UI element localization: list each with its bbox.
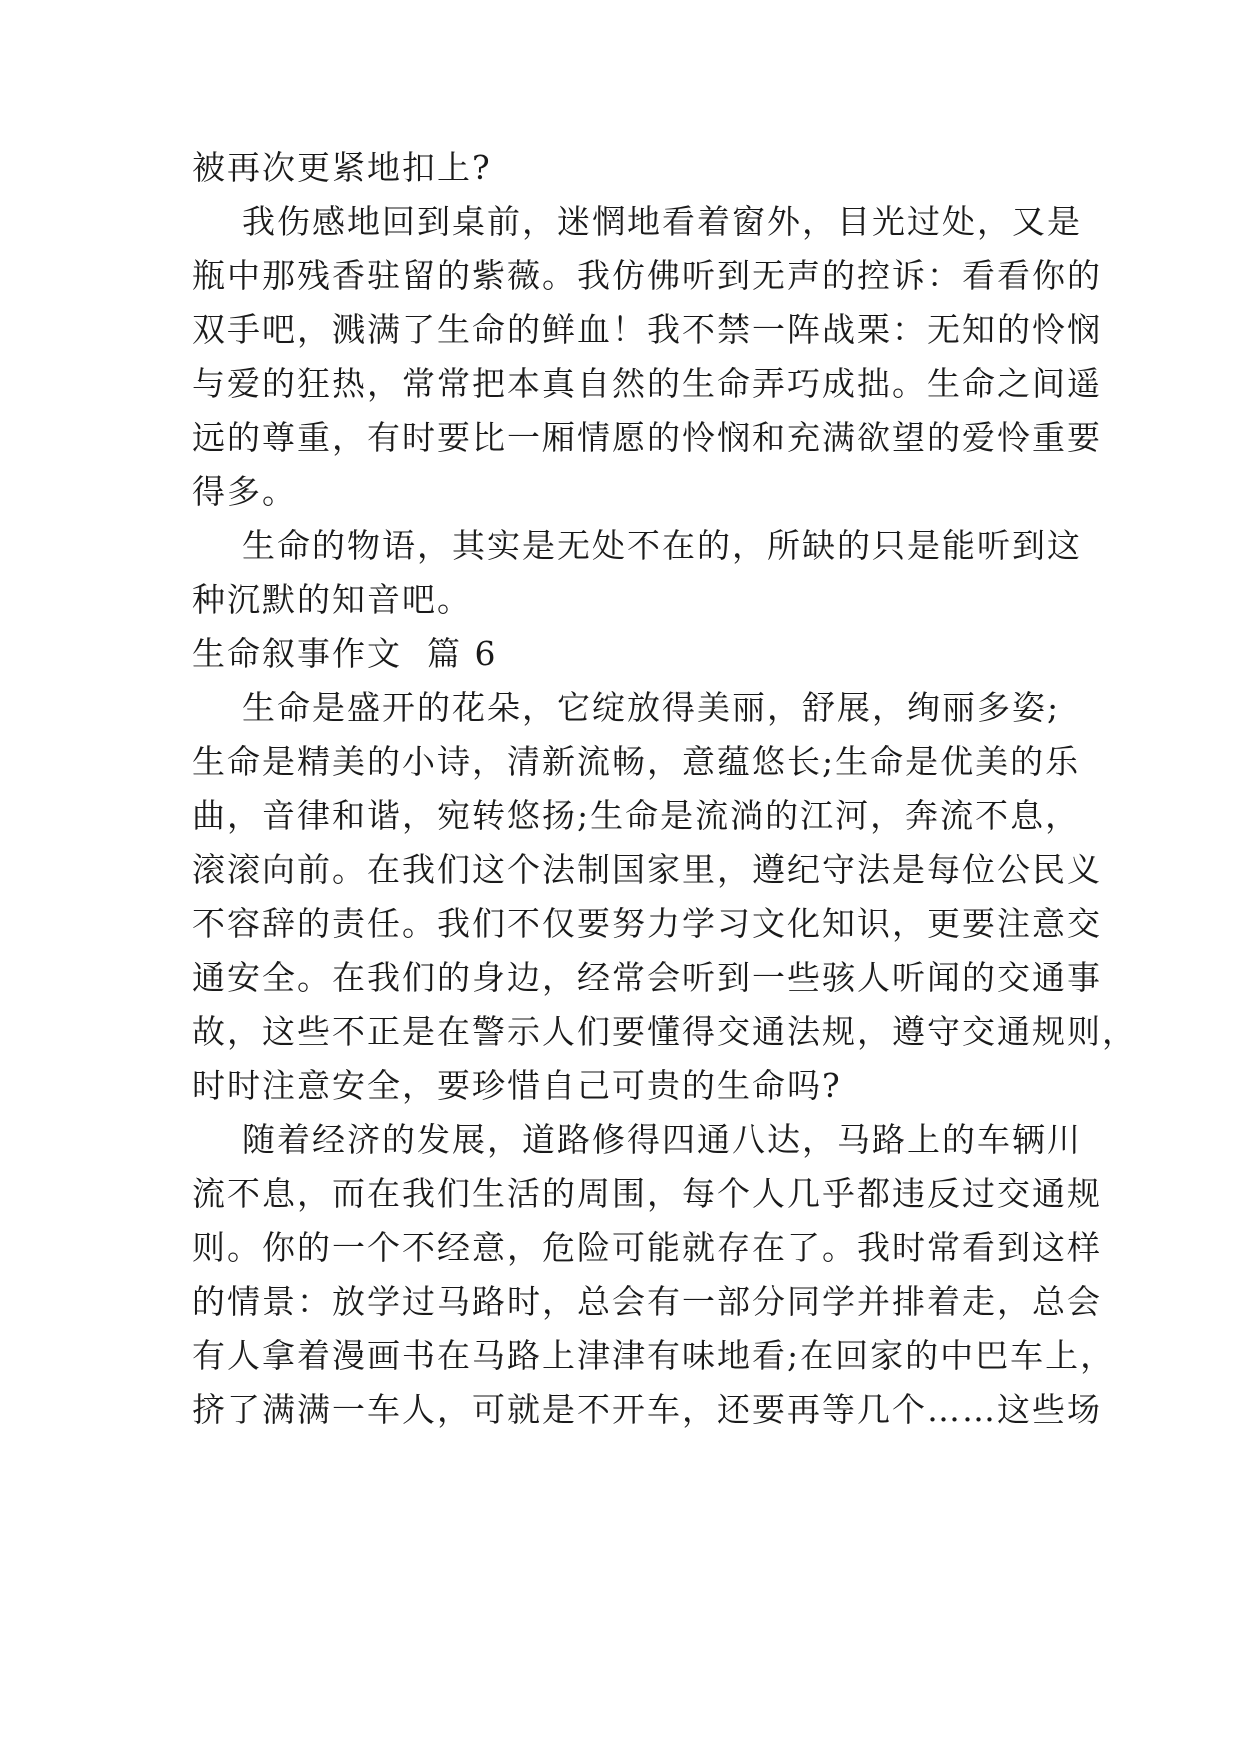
text-line: 与爱的狂热，常常把本真自然的生命弄巧成拙。生命之间遥: [192, 364, 1102, 403]
text-line: 时时注意安全，要珍惜自己可贵的生命吗?: [192, 1066, 842, 1105]
text-line: 故，这些不正是在警示人们要懂得交通法规，遵守交通规则，: [192, 1012, 1137, 1051]
text-line: 不容辞的责任。我们不仅要努力学习文化知识，更要注意交: [192, 904, 1102, 943]
text-line: 通安全。在我们的身边，经常会听到一些骇人听闻的交通事: [192, 958, 1102, 997]
text-line: 的情景：放学过马路时，总会有一部分同学并排着走，总会: [192, 1282, 1102, 1321]
text-line: 有人拿着漫画书在马路上津津有味地看;在回家的中巴车上，: [192, 1336, 1116, 1375]
text-line: 曲，音律和谐，宛转悠扬;生命是流淌的江河，奔流不息，: [192, 796, 1081, 835]
text-line: 则。你的一个不经意，危险可能就存在了。我时常看到这样: [192, 1228, 1102, 1267]
section-heading: 生命叙事作文 篇 6: [192, 634, 498, 673]
text-line: 流不息，而在我们生活的周围，每个人几乎都违反过交通规: [192, 1174, 1102, 1213]
text-line: 种沉默的知音吧。: [192, 580, 472, 619]
text-line: 远的尊重，有时要比一厢情愿的怜悯和充满欲望的爱怜重要: [192, 418, 1102, 457]
text-line: 生命的物语，其实是无处不在的，所缺的只是能听到这: [192, 526, 1082, 565]
text-line: 双手吧，溅满了生命的鲜血！我不禁一阵战栗：无知的怜悯: [192, 310, 1102, 349]
text-line: 生命是盛开的花朵，它绽放得美丽，舒展，绚丽多姿;: [192, 688, 1061, 727]
text-line: 得多。: [192, 472, 297, 511]
text-line: 瓶中那残香驻留的紫薇。我仿佛听到无声的控诉：看看你的: [192, 256, 1102, 295]
text-line: 被再次更紧地扣上?: [192, 148, 492, 187]
text-line: 我伤感地回到桌前，迷惘地看着窗外，目光过处，又是: [192, 202, 1082, 241]
text-line: 生命是精美的小诗，清新流畅，意蕴悠长;生命是优美的乐: [192, 742, 1081, 781]
text-line: 随着经济的发展，道路修得四通八达，马路上的车辆川: [192, 1120, 1082, 1159]
text-line: 挤了满满一车人，可就是不开车，还要再等几个……这些场: [192, 1390, 1102, 1429]
text-line: 滚滚向前。在我们这个法制国家里，遵纪守法是每位公民义: [192, 850, 1102, 889]
